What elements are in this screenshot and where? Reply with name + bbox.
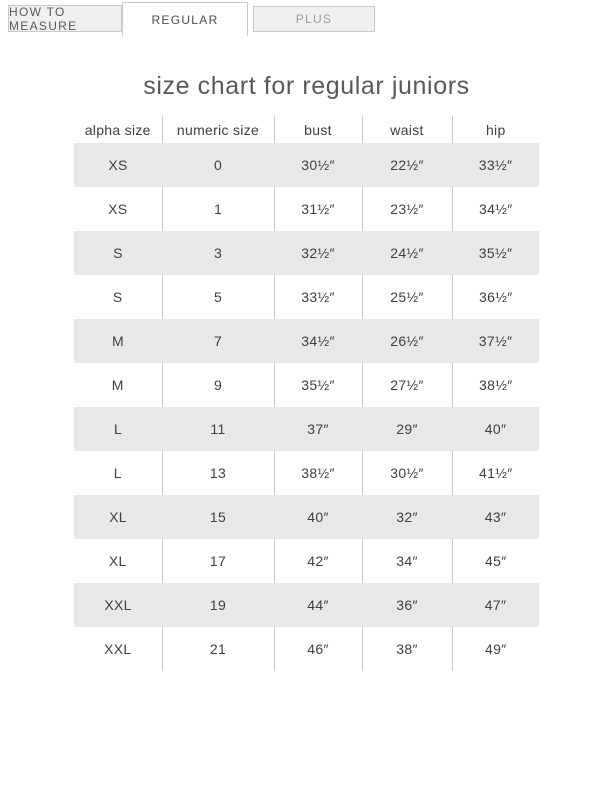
cell-alpha-size: XL <box>74 495 162 539</box>
table-row <box>74 143 539 187</box>
cell-bust: 32½″ <box>274 231 362 275</box>
cell-hip: 33½″ <box>452 143 539 187</box>
cell-bust: 30½″ <box>274 143 362 187</box>
size-chart-table <box>74 116 539 671</box>
cell-hip: 38½″ <box>452 363 539 407</box>
cell-hip: 40″ <box>452 407 539 451</box>
cell-alpha-size: XS <box>74 143 162 187</box>
cell-bust: 35½″ <box>274 363 362 407</box>
table-row <box>74 583 539 627</box>
cell-waist: 26½″ <box>362 319 452 363</box>
cell-bust: 33½″ <box>274 275 362 319</box>
cell-numeric-size: 21 <box>162 627 274 671</box>
table-row <box>74 539 539 583</box>
size-chart-tab-bar <box>0 0 613 38</box>
cell-numeric-size: 9 <box>162 363 274 407</box>
cell-alpha-size: S <box>74 231 162 275</box>
cell-bust: 44″ <box>274 583 362 627</box>
tab-regular[interactable]: REGULAR <box>122 2 248 36</box>
table-row <box>74 319 539 363</box>
table-row <box>74 231 539 275</box>
cell-numeric-size: 19 <box>162 583 274 627</box>
cell-alpha-size: L <box>113 465 122 481</box>
table-row <box>74 363 539 407</box>
table-row <box>74 187 539 231</box>
column-header-bust: bust <box>274 116 362 143</box>
cell-waist: 29″ <box>362 407 452 451</box>
cell-waist: 25½″ <box>362 275 452 319</box>
cell-bust: 31½″ <box>274 187 362 231</box>
cell-waist: 38″ <box>362 627 452 671</box>
table-row <box>74 495 539 539</box>
column-header-numeric-size: numeric size <box>162 116 274 143</box>
cell-hip: 37½″ <box>452 319 539 363</box>
cell-bust: 34½″ <box>274 319 362 363</box>
cell-waist: 32″ <box>362 495 452 539</box>
cell-numeric-size: 0 <box>162 143 274 187</box>
cell-waist: 30½″ <box>362 451 452 495</box>
cell-alpha-size: XXL <box>74 583 162 627</box>
cell-numeric-size: 13 <box>162 451 274 495</box>
cell-waist: 34″ <box>362 539 452 583</box>
cell-hip: 43″ <box>452 495 539 539</box>
tab-plus[interactable]: PLUS <box>253 6 375 32</box>
cell-hip: 35½″ <box>452 231 539 275</box>
cell-hip: 49″ <box>452 627 539 671</box>
table-row <box>74 275 539 319</box>
cell-numeric-size: 5 <box>162 275 274 319</box>
column-header-waist: waist <box>362 116 452 143</box>
cell-numeric-size: 7 <box>162 319 274 363</box>
cell-alpha-size: XS <box>108 201 128 217</box>
cell-hip: 47″ <box>452 583 539 627</box>
cell-bust: 40″ <box>274 495 362 539</box>
table-row <box>74 627 539 671</box>
column-header-hip: hip <box>452 116 539 143</box>
cell-waist: 27½″ <box>362 363 452 407</box>
column-header-alpha-size: alpha size <box>84 121 151 138</box>
cell-hip: 45″ <box>452 539 539 583</box>
cell-hip: 36½″ <box>452 275 539 319</box>
cell-waist: 22½″ <box>362 143 452 187</box>
cell-numeric-size: 15 <box>162 495 274 539</box>
cell-alpha-size: XXL <box>104 641 132 657</box>
cell-numeric-size: 3 <box>162 231 274 275</box>
cell-alpha-size: S <box>112 289 123 305</box>
tab-how-to-measure[interactable]: HOW TO MEASURE <box>8 5 122 32</box>
cell-bust: 46″ <box>274 627 362 671</box>
table-row <box>74 407 539 451</box>
cell-bust: 42″ <box>274 539 362 583</box>
cell-alpha-size: L <box>74 407 162 451</box>
cell-alpha-size: XL <box>108 553 127 569</box>
table-row <box>74 451 539 495</box>
cell-numeric-size: 11 <box>162 407 274 451</box>
cell-numeric-size: 17 <box>162 539 274 583</box>
cell-bust: 38½″ <box>274 451 362 495</box>
cell-bust: 37″ <box>274 407 362 451</box>
cell-alpha-size: M <box>111 377 124 393</box>
table-header-row <box>74 116 539 143</box>
cell-alpha-size: M <box>74 319 162 363</box>
cell-hip: 34½″ <box>452 187 539 231</box>
cell-waist: 23½″ <box>362 187 452 231</box>
cell-numeric-size: 1 <box>162 187 274 231</box>
page-title: size chart for regular juniors <box>143 72 470 100</box>
cell-waist: 36″ <box>362 583 452 627</box>
cell-waist: 24½″ <box>362 231 452 275</box>
cell-hip: 41½″ <box>452 451 539 495</box>
